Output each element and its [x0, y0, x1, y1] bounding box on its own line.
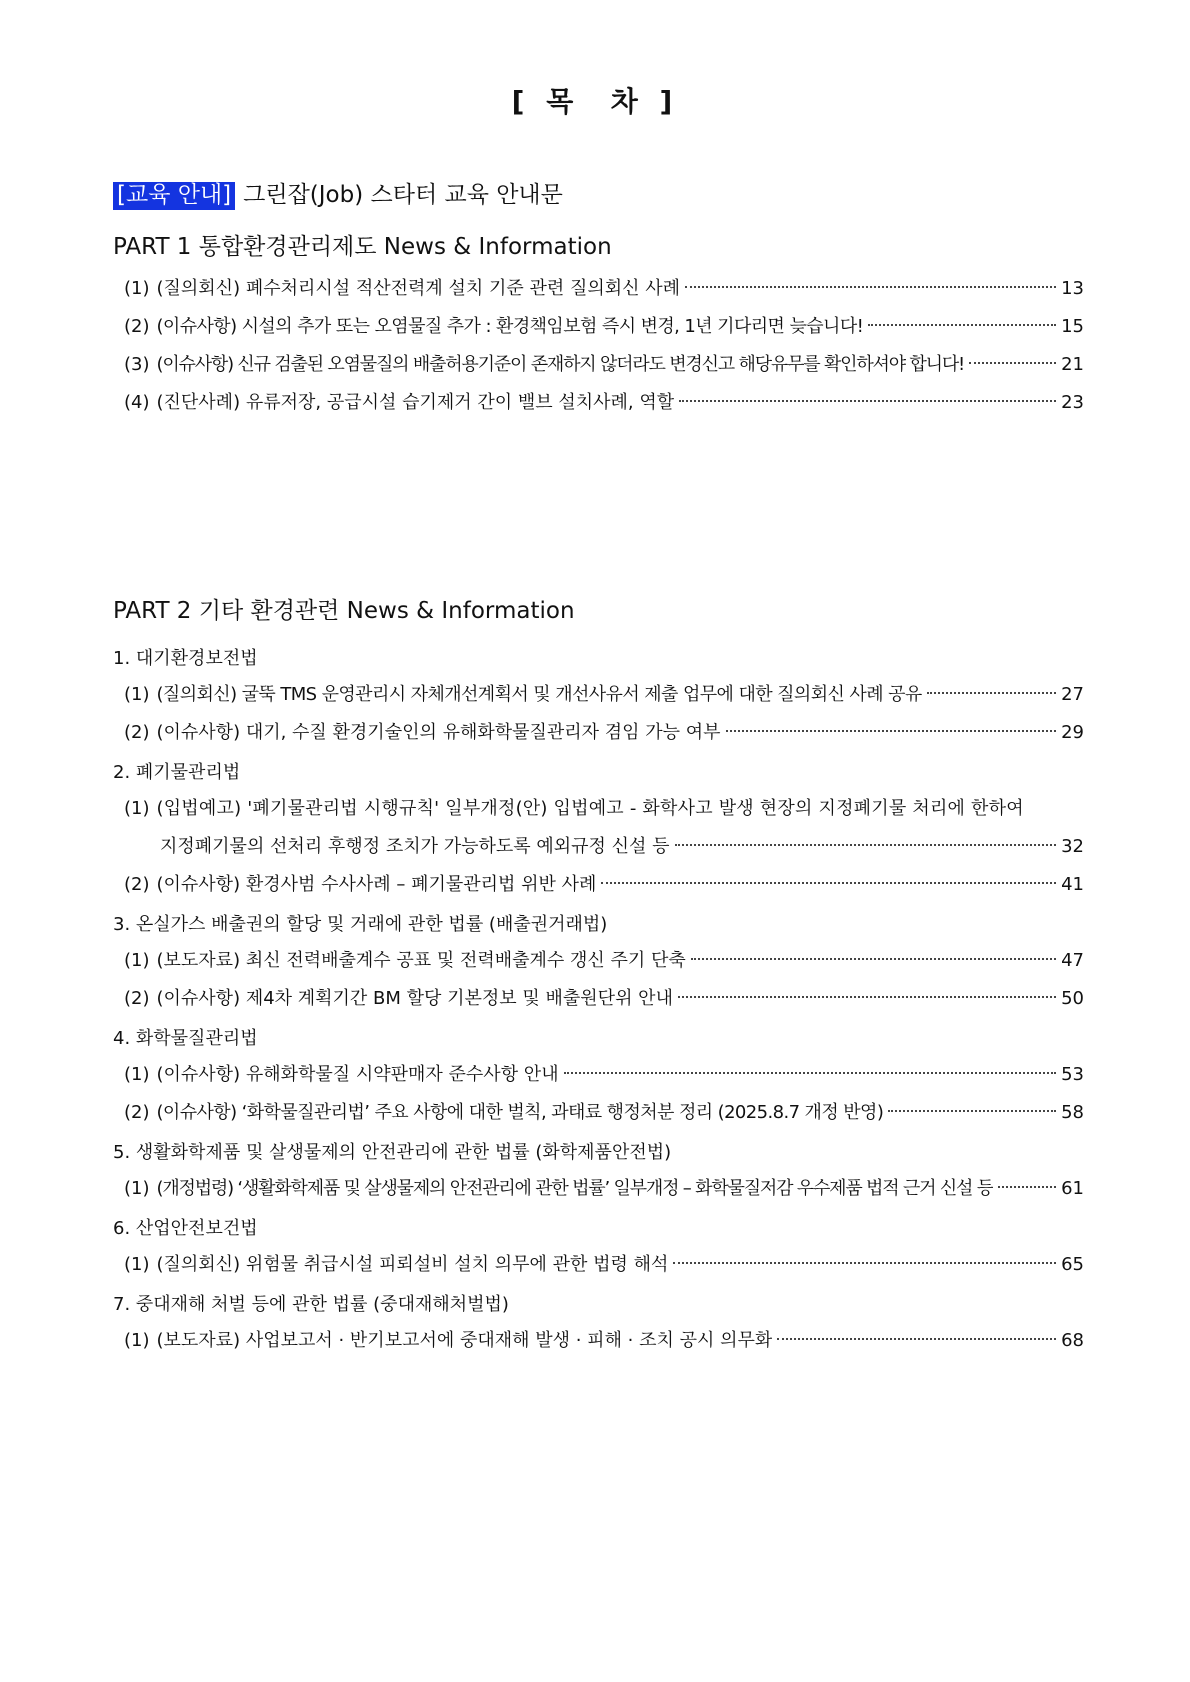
toc-entry[interactable]: [124, 352, 1084, 378]
dot-leader: [777, 1338, 1056, 1340]
section-title: 7. 중대재해 처벌 등에 관한 법률 (중대재해처벌법): [113, 1294, 509, 1315]
section-title: 4. 화학물질관리법: [113, 1028, 258, 1049]
toc-entry[interactable]: [124, 1176, 1084, 1202]
entry-text: (이슈사항) 시설의 추가 또는 오염물질 추가 : 환경책임보험 즉시 변경, 1년 기다리면 늦습니다!: [156, 316, 864, 337]
entry-number: (1): [124, 1330, 150, 1351]
toc-entry[interactable]: [124, 872, 1084, 898]
entry-number: (2): [124, 1102, 150, 1123]
entry-number: (2): [124, 722, 150, 743]
toc-entry[interactable]: [124, 276, 1084, 302]
entry-page: 47: [1061, 950, 1084, 971]
section-title: 3. 온실가스 배출권의 할당 및 거래에 관한 법률 (배출권거래법): [113, 914, 608, 935]
intro-line: [113, 176, 563, 209]
intro-title: 그린잡(Job) 스타터 교육 안내문: [243, 182, 563, 208]
entry-text: (이슈사항) 대기, 수질 환경기술인의 유해화학물질관리자 겸임 가능 여부: [156, 722, 721, 743]
toc-entry[interactable]: [124, 796, 1084, 822]
dot-leader: [888, 1110, 1056, 1112]
entry-page: 27: [1061, 684, 1084, 705]
page-title: [ 목 차 ]: [511, 85, 679, 118]
entry-text: (이슈사항) ‘화학물질관리법’ 주요 사항에 대한 벌칙, 과태료 행정처분 정리 (2025.8.7 개정 반영): [156, 1102, 884, 1123]
entry-number: (2): [124, 874, 150, 895]
part2-heading: PART 2 기타 환경관련 News & Information: [113, 598, 575, 624]
part1-heading: PART 1 통합환경관리제도 News & Information: [113, 234, 612, 260]
toc-entry[interactable]: [124, 682, 1084, 708]
toc-entry[interactable]: [124, 1062, 1084, 1088]
entry-page: 50: [1061, 988, 1084, 1009]
entry-page: 13: [1061, 278, 1084, 299]
entry-text: (이슈사항) 유해화학물질 시약판매자 준수사항 안내: [156, 1064, 559, 1085]
entry-text: (이슈사항) 환경사범 수사사례 – 폐기물관리법 위반 사례: [156, 874, 597, 895]
dot-leader: [678, 996, 1056, 998]
toc-entry-continuation[interactable]: [160, 834, 1084, 860]
entry-text-continuation: 지정폐기물의 선처리 후행정 조치가 가능하도록 예외규정 신설 등: [160, 836, 670, 857]
entry-text: (이슈사항) 신규 검출된 오염물질의 배출허용기준이 존재하지 않더라도 변경신고 해당유무를 확인하셔야 합니다!: [156, 354, 965, 375]
entry-page: 21: [1061, 354, 1084, 375]
toc-entry[interactable]: [124, 986, 1084, 1012]
entry-text: (질의회신) 폐수처리시설 적산전력계 설치 기준 관련 질의회신 사례: [156, 278, 681, 299]
dot-leader: [679, 400, 1056, 402]
dot-leader: [685, 286, 1056, 288]
dot-leader: [691, 958, 1056, 960]
section-title: 1. 대기환경보전법: [113, 648, 258, 669]
section-title: 5. 생활화학제품 및 살생물제의 안전관리에 관한 법률 (화학제품안전법): [113, 1142, 672, 1163]
toc-entry[interactable]: [124, 390, 1084, 416]
toc-entry[interactable]: [124, 1252, 1084, 1278]
entry-number: (1): [124, 684, 150, 705]
entry-page: 29: [1061, 722, 1084, 743]
entry-text: (보도자료) 사업보고서 · 반기보고서에 중대재해 발생 · 피해 · 조치 공시 의무화: [156, 1330, 773, 1351]
entry-text: (보도자료) 최신 전력배출계수 공표 및 전력배출계수 갱신 주기 단축: [156, 950, 686, 971]
entry-number: (1): [124, 1178, 150, 1199]
toc-entry[interactable]: [124, 1328, 1084, 1354]
dot-leader: [927, 692, 1056, 694]
entry-number: (3): [124, 354, 150, 375]
section-title: 2. 폐기물관리법: [113, 762, 241, 783]
entry-number: (1): [124, 798, 150, 819]
entry-number: (4): [124, 392, 150, 413]
entry-text: (이슈사항) 제4차 계획기간 BM 할당 기본정보 및 배출원단위 안내: [156, 988, 673, 1009]
intro-badge: [교육 안내]: [113, 182, 235, 210]
entry-page: 41: [1061, 874, 1084, 895]
entry-text: (질의회신) 굴뚝 TMS 운영관리시 자체개선계획서 및 개선사유서 제출 업무에 대한 질의회신 사례 공유: [156, 684, 922, 705]
entry-number: (1): [124, 1064, 150, 1085]
entry-page: 15: [1061, 316, 1084, 337]
section-title: 6. 산업안전보건법: [113, 1218, 258, 1239]
entry-page: 65: [1061, 1254, 1084, 1275]
entry-page: 68: [1061, 1330, 1084, 1351]
entry-number: (1): [124, 950, 150, 971]
entry-page: 32: [1061, 836, 1084, 857]
toc-entry[interactable]: [124, 720, 1084, 746]
entry-number: (1): [124, 1254, 150, 1275]
toc-entry[interactable]: [124, 314, 1084, 340]
entry-text: (진단사례) 유류저장, 공급시설 습기제거 간이 밸브 설치사례, 역할: [156, 392, 675, 413]
dot-leader: [564, 1072, 1057, 1074]
dot-leader: [969, 362, 1056, 364]
entry-page: 58: [1061, 1102, 1084, 1123]
entry-number: (2): [124, 988, 150, 1009]
entry-number: (2): [124, 316, 150, 337]
entry-page: 23: [1061, 392, 1084, 413]
entry-page: 53: [1061, 1064, 1084, 1085]
dot-leader: [673, 1262, 1056, 1264]
toc-entry[interactable]: [124, 948, 1084, 974]
dot-leader: [868, 324, 1056, 326]
dot-leader: [998, 1186, 1056, 1188]
entry-text: (입법예고) '폐기물관리법 시행규칙' 일부개정(안) 입법예고 - 화학사고 발생 현장의 지정폐기물 처리에 한하여: [156, 798, 1024, 819]
entry-text: (질의회신) 위험물 취급시설 피뢰설비 설치 의무에 관한 법령 해석: [156, 1254, 669, 1275]
entry-page: 61: [1061, 1178, 1084, 1199]
toc-entry[interactable]: [124, 1100, 1084, 1126]
entry-number: (1): [124, 278, 150, 299]
dot-leader: [601, 882, 1056, 884]
dot-leader: [726, 730, 1057, 732]
dot-leader: [675, 844, 1057, 846]
entry-text: (개정법령) ‘생활화학제품 및 살생물제의 안전관리에 관한 법률’ 일부개정 – 화학물질저감 우수제품 법적 근거 신설 등: [156, 1178, 993, 1199]
